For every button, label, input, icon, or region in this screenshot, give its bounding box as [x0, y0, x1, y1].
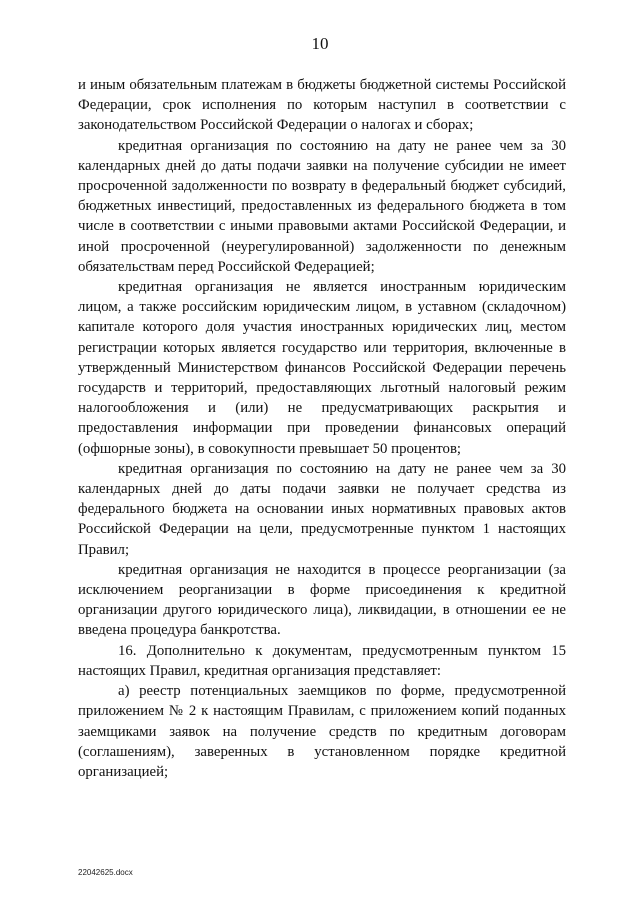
footer-file-code: 22042625.docx [78, 868, 133, 877]
paragraph-continuation: и иным обязательным платежам в бюджеты бюджетной системы Российской Федерации, срок исполнения по которым наступил в соответствии с законодательством Российской Федерации о налогах и сборах; [78, 77, 566, 134]
document-body [78, 75, 566, 782]
page-number: 10 [311, 34, 329, 53]
paragraph-no-other-funds: кредитная организация по состоянию на дату не ранее чем за 30 календарных дней до даты подачи заявки не получает средства из федерального бюджета на основании иных нормативных правовых актов Российской Федерации на цели, предусмотренные пунктом 1 настоящих Правил; [78, 460, 566, 558]
paragraph-item-16a: а) реестр потенциальных заемщиков по форме, предусмотренной приложением № 2 к настоящим Правилам, с приложением копий поданных заемщиками заявок на получение средств по кредитным договорам (соглашениям), заверенных в установленном порядке кредитной организацией; [78, 683, 566, 780]
paragraph-item-16: 16. Дополнительно к документам, предусмотренным пунктом 15 настоящих Правил, кредитная организация представляет: [78, 642, 566, 679]
paragraph-no-reorganization: кредитная организация не находится в процессе реорганизации (за исключением реорганизации в форме присоединения к кредитной организации другого юридического лица), ликвидации, в отношении ее не введена процедура банкротства. [78, 561, 566, 639]
paragraph-no-overdue-debt: кредитная организация по состоянию на дату не ранее чем за 30 календарных дней до даты подачи заявки на получение субсидии не имеет просроченной задолженности по возврату в федеральный бюджет субсидий, бюджетных инвестиций, предоставленных из федерального бюджета в том числе в соответствии с иными правовыми актами Российской Федерации, и иной просроченной (неурегулированной) задолженности по денежным обязательствам перед Российской Федерацией; [78, 137, 566, 275]
paragraph-not-foreign-entity: кредитная организация не является иностранным юридическим лицом, а также российским юридическим лицом, в уставном (складочном) капитале которого доля участия иностранных юридических лиц, местом регистрации которых является государство или территория, включенные в утвержденный Министерством финансов Российской Федерации перечень государств и территорий, предоставляющих льготный налоговый режим налогообложения и (или) не предусматривающих раскрытия и предоставления информации при проведении финансовых операций (офшорные зоны), в совокупности превышает 50 процентов; [78, 279, 566, 457]
